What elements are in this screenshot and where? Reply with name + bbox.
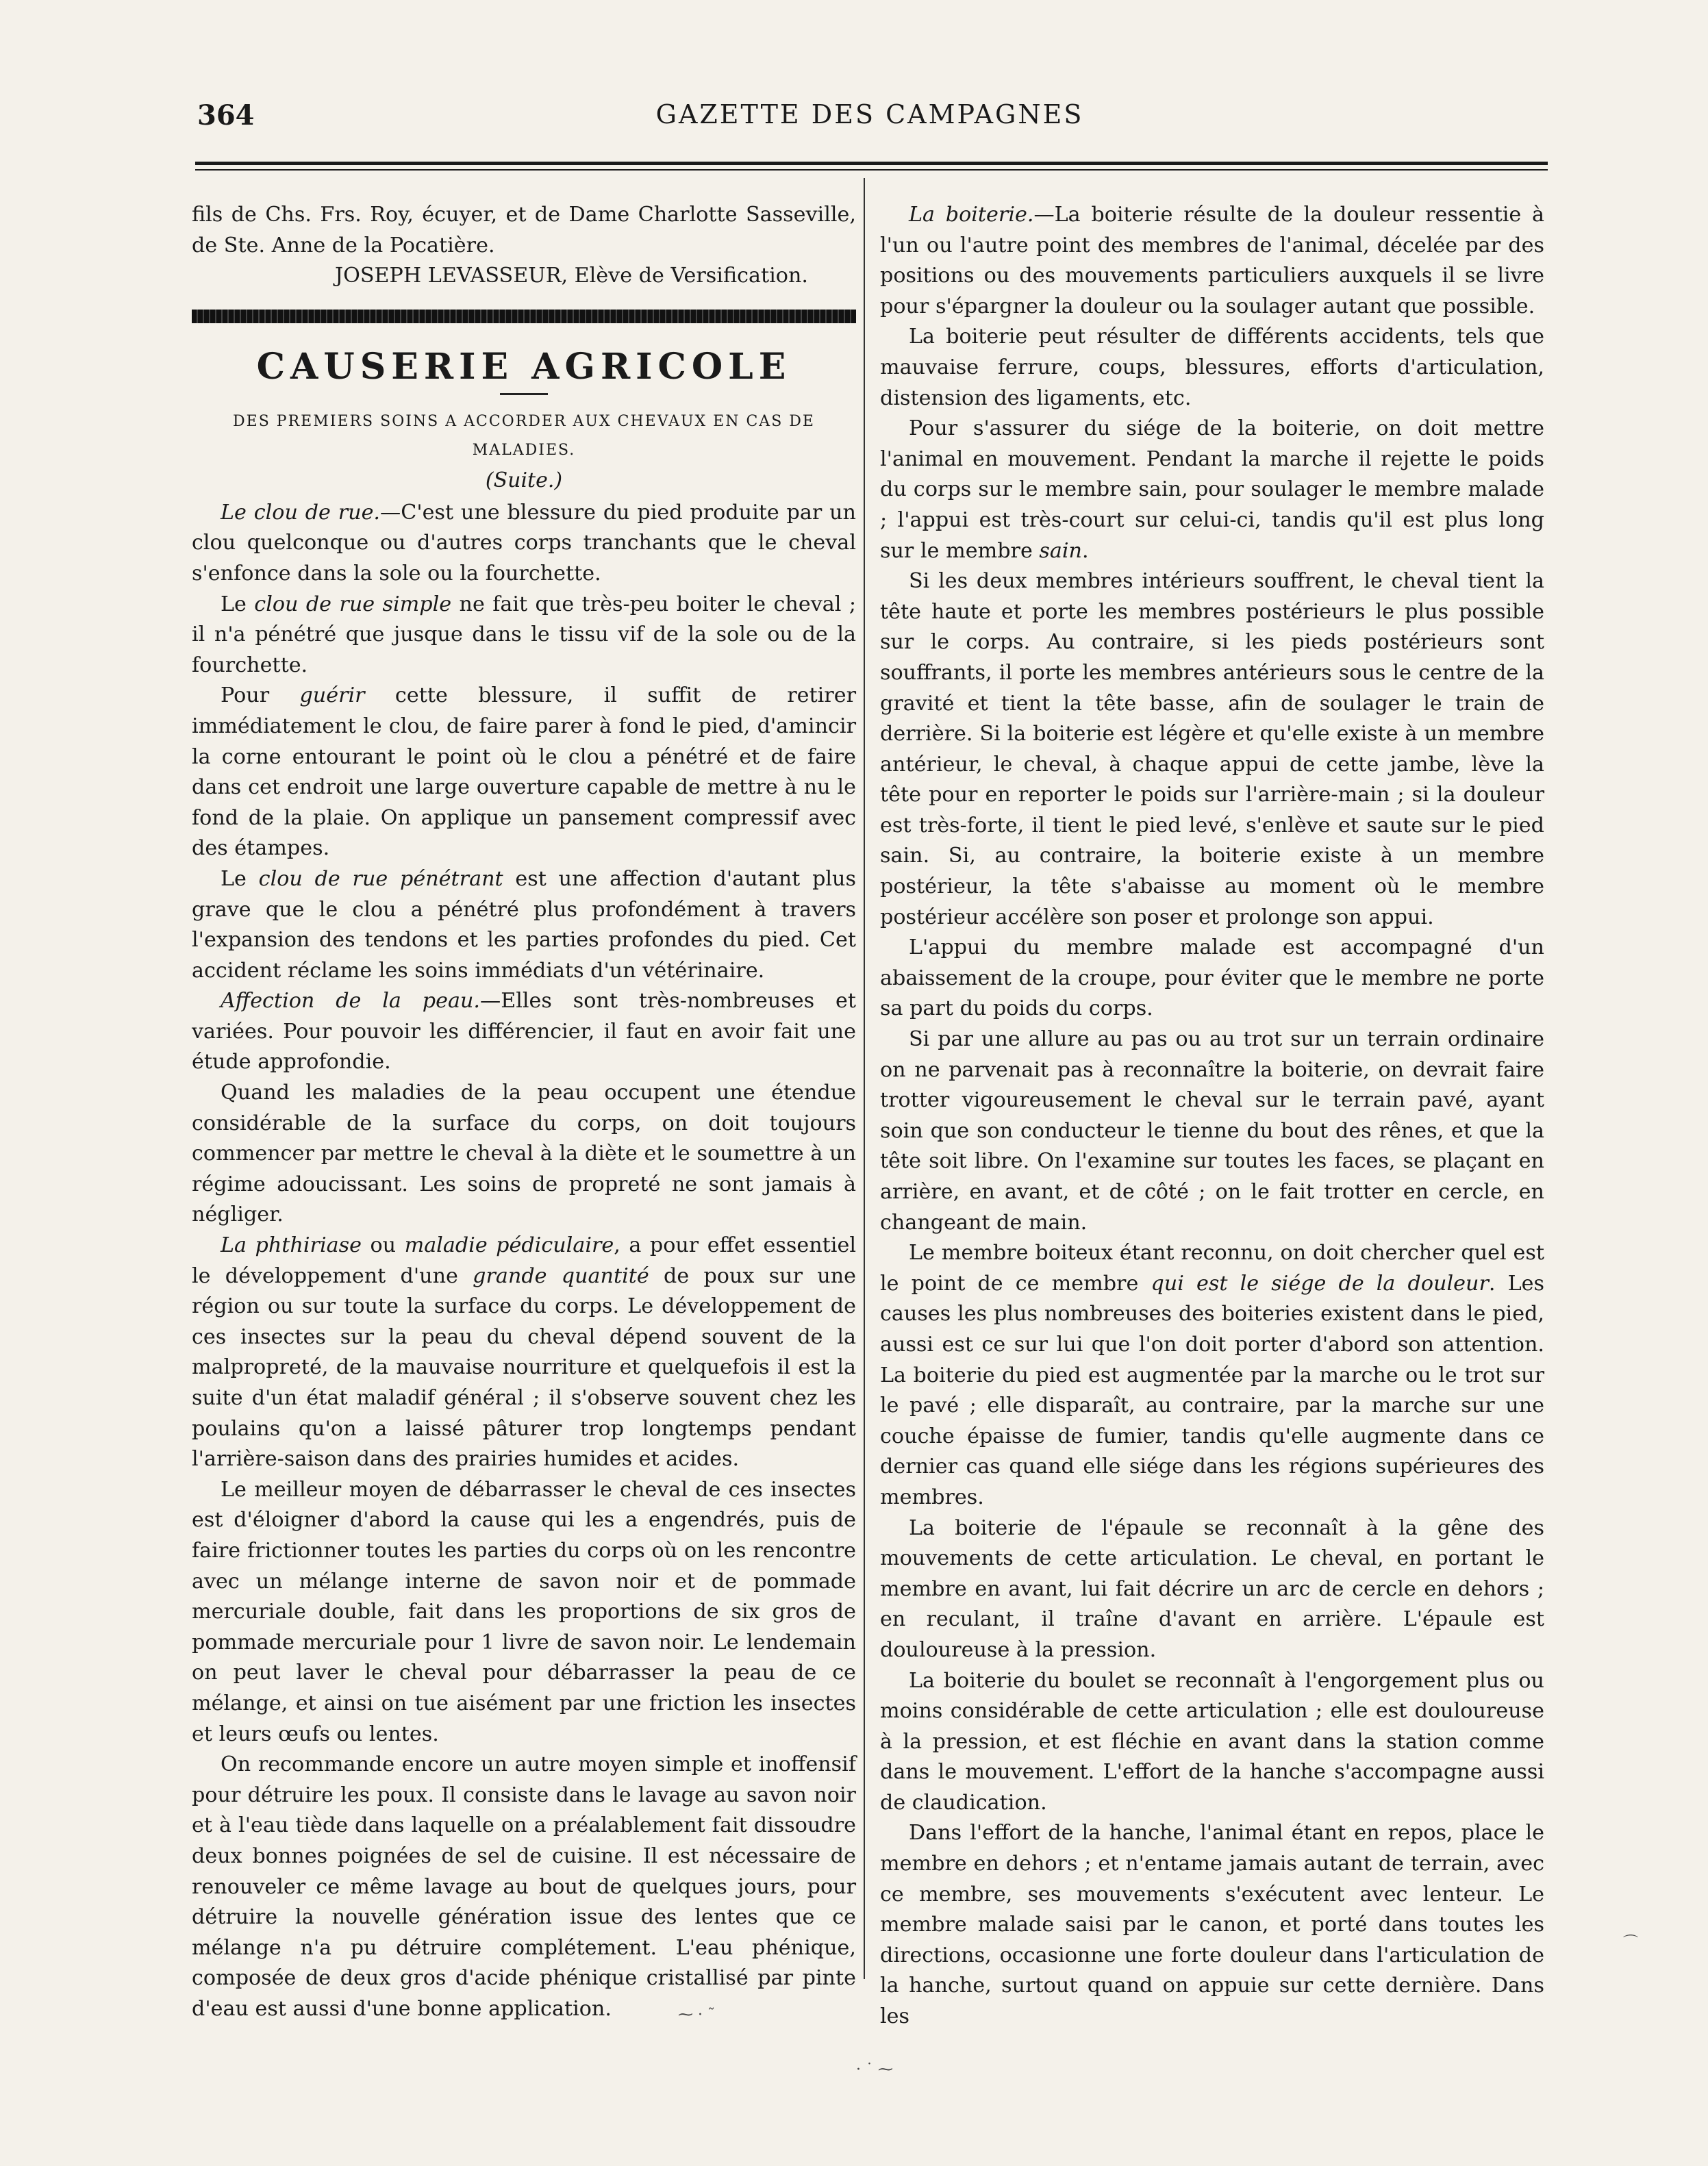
header-rule-thin bbox=[195, 169, 1548, 171]
text-fragment: —La boiterie résulte de la douleur ressentie à l'un ou l'autre point des membres de l'animal, décelée par des positions ou des mouvements particuliers auxquels il se livre pour s'épargner la douleur ou la soulager autant que possible. bbox=[880, 203, 1544, 318]
text-fragment: Le bbox=[221, 866, 259, 891]
paragraph-autre-moyen: On recommande encore un autre moyen simple et inoffensif pour détruire les poux. Il consiste dans le lavage au savon noir et à l'eau tiède dans laquelle on a préalablement fait dissoudre deux bonnes poignées de sel de cuisine. Il est nécessaire de renouveler ce même lavage au bout de quelques jours, pour détruire la nouvelle génération issue des lentes que ce mélange n'a pu détruire complétement. L'eau phénique, composée de deux gros d'acide phénique cristallisé par pinte d'eau est aussi d'une bonne application. bbox=[192, 1752, 856, 2021]
emphasis-sain: sain bbox=[1039, 538, 1082, 563]
paragraph-membre-boiteux bbox=[880, 1238, 1544, 1513]
text-fragment: Pour s'assurer du siége de la boiterie, on doit mettre l'animal en mouvement. Pendant la marche il rejette le poids du corps sur le membre sain, pour soulager le membre malade ; l'appui est très-court sur celui-ci, tandis qu'il est plus long sur le membre bbox=[880, 416, 1544, 563]
text-fragment: Le bbox=[221, 592, 255, 616]
paragraph-boiterie bbox=[880, 200, 1544, 322]
emphasis-phthiriase: La phthiriase bbox=[221, 1233, 362, 1258]
print-speckle: · ˙ ⁓ bbox=[856, 2061, 893, 2078]
paragraph-phthiriase bbox=[192, 1231, 856, 1475]
lead-affection-peau: Affection de la peau. bbox=[221, 989, 481, 1013]
suite-label: (Suite.) bbox=[485, 468, 563, 492]
paragraph-deux-membres: Si les deux membres intérieurs souffrent, le cheval tient la tête haute et porte les membres postérieurs le plus possible sur le corps. Au contraire, si les pieds postérieurs sont souffrants, il porte les membres antérieurs sous le centre de la gravité et tient la tête basse, afin de soulager le train de derrière. Si la boiterie est légère et qu'elle existe à un membre antérieur, le cheval, à chaque appui de cette jambe, lève la tête pour en reporter le poids sur l'arrière-main ; si la douleur est très-forte, il tient le pied levé, s'enlève et saute sur le pied sain. Si, au contraire, la boiterie existe à un membre postérieur, la tête s'abaisse au moment où le membre postérieur accélère son poser et prolonge son appui. bbox=[880, 569, 1544, 929]
text-fragment: . bbox=[1082, 538, 1089, 563]
article-title: CAUSERIE AGRICOLE bbox=[256, 345, 792, 388]
left-column bbox=[192, 200, 856, 2024]
text-fragment: Le membre boiteux étant reconnu, on doit chercher quel est le point de ce membre bbox=[880, 1241, 1544, 1296]
paragraph-maladies-peau: Quand les maladies de la peau occupent une étendue considérable de la surface du corps, on doit toujours commencer par mettre le cheval à la diète et le soumettre à un régime adoucissant. Les soins de propreté ne sont jamais à négliger. bbox=[192, 1081, 856, 1227]
column-divider bbox=[864, 178, 865, 1979]
paragraph-affection-peau bbox=[192, 986, 856, 1078]
print-speckle: ⌒ bbox=[1623, 1935, 1639, 1952]
running-head: GAZETTE DES CAMPAGNES bbox=[655, 99, 1084, 129]
emphasis-maladie-pediculaire: maladie pédiculaire bbox=[404, 1233, 614, 1258]
page-header bbox=[192, 99, 1548, 140]
page-number: 364 bbox=[197, 99, 255, 131]
print-speckle: ⁓ · ˜ bbox=[678, 2006, 715, 2024]
emphasis-guerir: guérir bbox=[299, 683, 365, 708]
paragraph-siege-boiterie bbox=[880, 414, 1544, 566]
emphasis-grande-quantite: grande quantité bbox=[473, 1263, 649, 1288]
text-fragment: de poux sur une région ou sur toute la surface du corps. Le développement de ces insectes sur la peau du cheval dépend souvent de la malpropreté, de la mauvaise nourriture et quelquefois il est la suite d'un état maladif général ; il s'observe souvent chez les poulains qu'on a laissé pâturer trop longtemps pendant l'arrière-saison dans des prairies humides et acides. bbox=[192, 1263, 857, 1472]
paragraph-clou-de-rue bbox=[192, 498, 856, 590]
paragraph-boulet: La boiterie du boulet se reconnaît à l'engorgement plus ou moins considérable de cette articulation ; elle est douloureuse à la pression, et est fléchie en avant dans la station comme dans le mouvement. L'effort de la hanche s'accompagne aussi de claudication. bbox=[880, 1668, 1544, 1815]
paragraph-hanche: Dans l'effort de la hanche, l'animal étant en repos, place le membre en dehors ; et n'entame jamais autant de terrain, avec ce membre, ses mouvements s'exécutent avec lenteur. Le membre malade saisi par le canon, et porté dans toutes les directions, occasionne une forte douleur dans l'articulation de la hanche, surtout quand on appuie sur cette dernière. Dans les bbox=[880, 1821, 1544, 2029]
text-clou-de-rue: —C'est une blessure du pied produite par un clou quelconque ou d'autres corps tranchants que le cheval s'enfonce dans la sole ou la fourchette. bbox=[192, 500, 856, 585]
text-fragment: ou bbox=[361, 1233, 405, 1258]
right-column bbox=[880, 200, 1544, 2032]
emphasis-clou-simple: clou de rue simple bbox=[254, 592, 452, 616]
text-fragment: est une affection d'autant plus grave que le clou a pénétré plus profondément à travers l'expansion des tendons et les parties profondes du pied. Cet accident réclame les soins immédiats d'un vétérinaire. bbox=[192, 866, 856, 983]
text-fragment: —Elles sont très-nombreuses et variées. Pour pouvoir les différencier, il faut en avoir fait une étude approfondie. bbox=[192, 989, 856, 1074]
text-fragment: cette blessure, il suffit de retirer immédiatement le clou, de faire parer à fond le pied, d'amincir la corne entourant le point où le clou a pénétré et de faire dans cet endroit une large ouverture capable de mettre à nu le fond de la plaie. On applique un pansement compressif avec des étampes. bbox=[192, 683, 856, 861]
title-underline bbox=[500, 393, 548, 395]
emphasis-siege-douleur: qui est le siége de la douleur bbox=[1151, 1271, 1489, 1296]
paragraph-guerir bbox=[192, 681, 856, 864]
text-fragment: . Les causes les plus nombreuses des boiteries existent dans le pied, aussi est ce sur lui que l'on doit porter d'abord son attention. La boiterie du pied est augmentée par la marche ou le trot sur le pavé ; elle disparaît, au contraire, par la marche sur une couche épaisse de fumier, tandis qu'elle augmente dans ce dernier cas quand elle siége dans les régions supérieures des membres. bbox=[880, 1271, 1544, 1509]
paragraph-appui-membre: L'appui du membre malade est accompagné d'un abaissement de la croupe, pour éviter que le membre ne porte sa part du poids du corps. bbox=[880, 935, 1544, 1021]
header-rule-thick bbox=[195, 162, 1548, 165]
paragraph-clou-simple bbox=[192, 590, 856, 681]
paragraph-epaule: La boiterie de l'épaule se reconnaît à la gêne des mouvements de cette articulation. Le cheval, en portant le membre en avant, lui fait décrire un arc de cercle en dehors ; en reculant, il traîne d'avant en arrière. L'épaule est douloureuse à la pression. bbox=[880, 1515, 1544, 1662]
section-divider-bar bbox=[192, 310, 856, 323]
text-fragment: ne fait que très-peu boiter le cheval ; il n'a pénétré que jusque dans le tissu vif de la sole ou de la fourchette. bbox=[192, 592, 856, 677]
lead-clou-de-rue: Le clou de rue. bbox=[221, 500, 381, 525]
text-fragment: Pour bbox=[221, 683, 300, 708]
paragraph-causes-boiterie: La boiterie peut résulter de différents accidents, tels que mauvaise ferrure, coups, blessures, efforts d'articulation, distension des ligaments, etc. bbox=[880, 325, 1544, 410]
signature: JOSEPH LEVASSEUR, Elève de Versification. bbox=[334, 264, 808, 288]
paragraph-clou-penetrant bbox=[192, 864, 856, 986]
paragraph-allure: Si par une allure au pas ou au trot sur un terrain ordinaire on ne parvenait pas à reconnaître la boiterie, on devrait faire trotter vigoureusement le cheval sur le terrain pavé, ayant soin que son conducteur le tienne du bout des rênes, et que la tête soit libre. On l'examine sur toutes les faces, se plaçant en arrière, en avant, et de côté ; on le fait trotter en cercle, en changeant de main. bbox=[880, 1027, 1544, 1235]
text-fragment: , a pour effet essentiel le développement d'une bbox=[192, 1233, 856, 1288]
emphasis-clou-penetrant: clou de rue pénétrant bbox=[258, 866, 503, 891]
intro-paragraph: fils de Chs. Frs. Roy, écuyer, et de Dame Charlotte Sasseville, de Ste. Anne de la Pocatière. bbox=[192, 203, 856, 257]
lead-boiterie: La boiterie. bbox=[909, 203, 1034, 227]
paragraph-meilleur-moyen: Le meilleur moyen de débarrasser le cheval de ces insectes est d'éloigner d'abord la cause qui les a engendrés, puis de faire frictionner toutes les parties du corps où on les rencontre avec un mélange interne de savon noir et de pommade mercuriale double, fait dans les proportions de six gros de pommade mercuriale pour 1 livre de savon noir. Le lendemain on peut laver le cheval pour débarrasser la peau de ce mélange, et ainsi on tue aisément par une friction les insectes et leurs œufs ou lentes. bbox=[192, 1477, 856, 1746]
article-subtitle: DES PREMIERS SOINS A ACCORDER AUX CHEVAUX EN CAS DE MALADIES. bbox=[233, 412, 815, 459]
